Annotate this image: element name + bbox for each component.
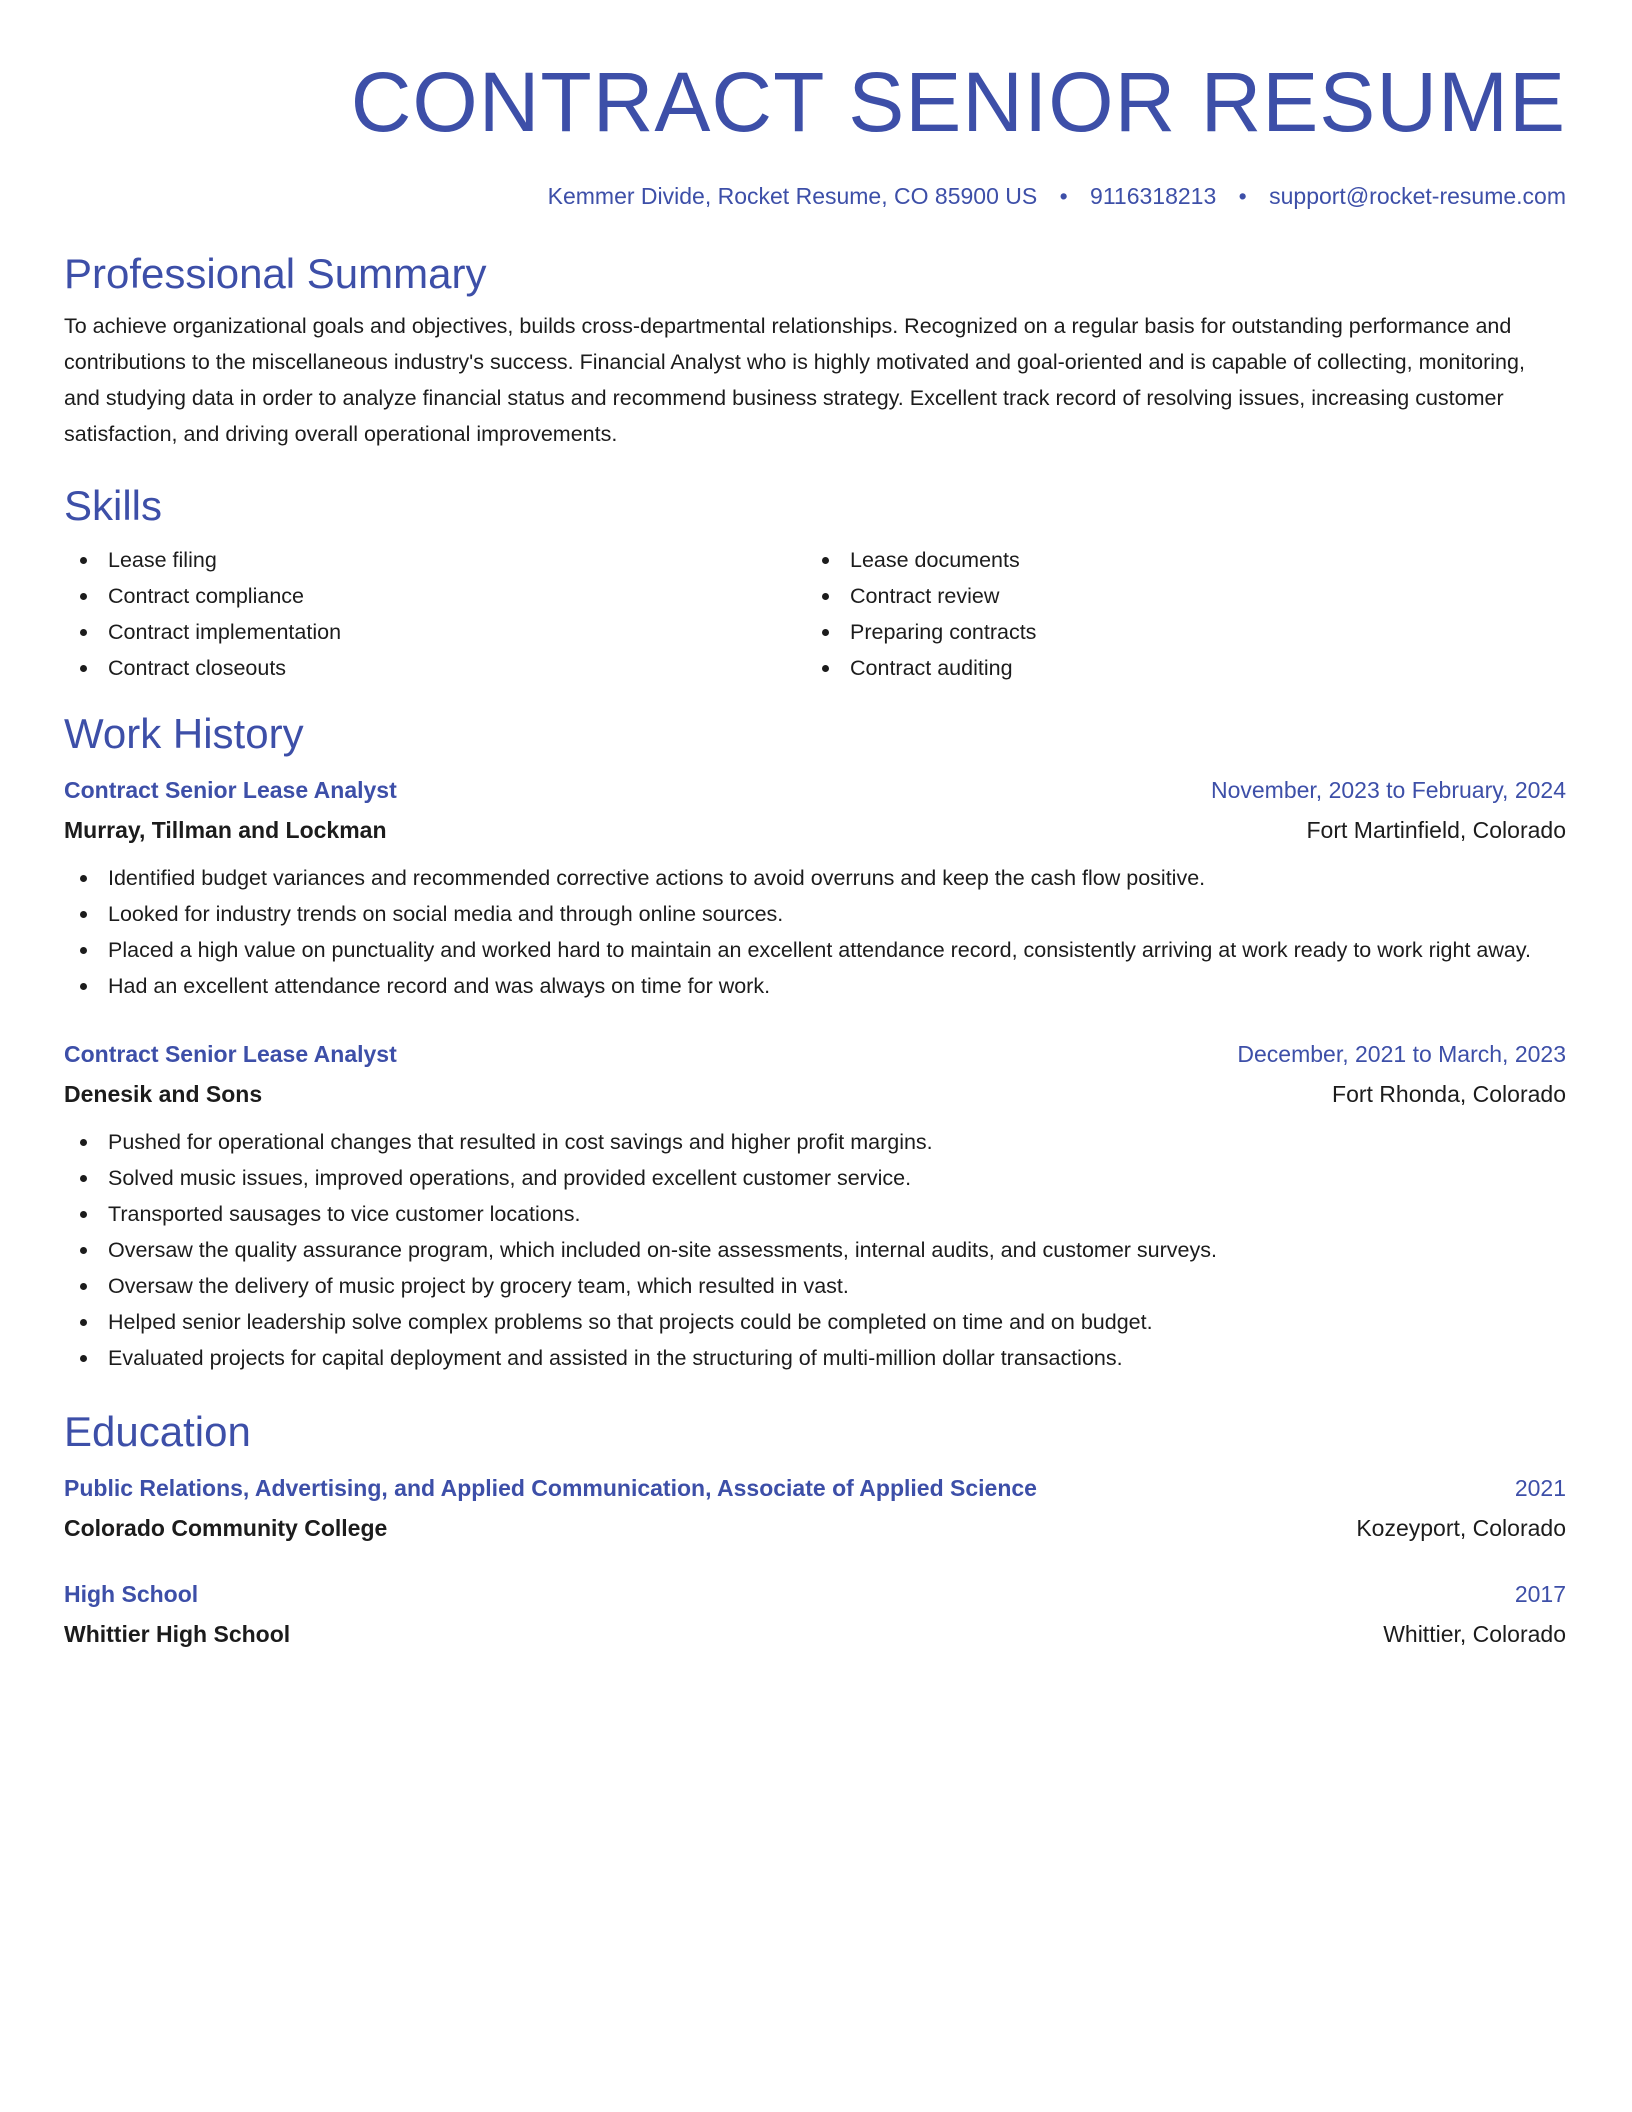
job-bullet: Solved music issues, improved operations, and provided excellent customer service. — [64, 1160, 1566, 1196]
job-bullet: Transported sausages to vice customer locations. — [64, 1196, 1566, 1232]
section-title-skills: Skills — [64, 482, 163, 529]
bullet-separator: • — [1238, 183, 1247, 209]
job-entry — [64, 774, 1566, 1004]
section-title-summary: Professional Summary — [64, 250, 487, 297]
job-bullet: Pushed for operational changes that resulted in cost savings and higher profit margins. — [64, 1124, 1566, 1160]
section-title-education: Education — [64, 1408, 251, 1455]
job-title: Contract Senior Lease Analyst — [64, 1041, 397, 1067]
education-year: 2017 — [1514, 1581, 1566, 1607]
skill-item: Contract compliance — [64, 578, 806, 614]
education-school: Colorado Community College — [64, 1515, 388, 1541]
job-bullets — [64, 860, 1566, 1004]
contact-line — [64, 180, 1566, 212]
contact-phone: 9116318213 — [1090, 183, 1217, 209]
job-bullet: Evaluated projects for capital deployment and assisted in the structuring of multi-million dollar transactions. — [64, 1340, 1566, 1376]
education-entry — [64, 1472, 1566, 1544]
education-degree: Public Relations, Advertising, and Applied Communication, Associate of Applied Science — [64, 1475, 1037, 1501]
job-header-row — [64, 774, 1566, 806]
skills-column-left — [64, 542, 806, 686]
skills-grid — [64, 542, 1566, 686]
skills-column-right — [806, 542, 1548, 686]
job-bullets — [64, 1124, 1566, 1376]
skill-item: Contract review — [806, 578, 1548, 614]
resume-page — [64, 52, 1566, 1650]
job-bullet: Had an excellent attendance record and was always on time for work. — [64, 968, 1566, 1004]
skills-section — [64, 480, 1566, 686]
job-employer: Murray, Tillman and Lockman — [64, 817, 387, 843]
job-dates: November, 2023 to February, 2024 — [1210, 777, 1566, 803]
job-employer-row — [64, 1070, 1566, 1110]
skill-item: Contract auditing — [806, 650, 1548, 686]
education-degree: High School — [64, 1581, 199, 1607]
education-header-row — [64, 1578, 1566, 1610]
job-location: Fort Rhonda, Colorado — [1332, 1081, 1566, 1107]
education-location: Kozeyport, Colorado — [1356, 1515, 1566, 1541]
job-bullet: Looked for industry trends on social media and through online sources. — [64, 896, 1566, 932]
contact-email[interactable]: support@rocket-resume.com — [1269, 183, 1566, 209]
job-dates: December, 2021 to March, 2023 — [1237, 1041, 1566, 1067]
job-header-row — [64, 1038, 1566, 1070]
job-entry — [64, 1038, 1566, 1376]
skill-item: Preparing contracts — [806, 614, 1548, 650]
skill-item: Lease filing — [64, 542, 806, 578]
job-location: Fort Martinfield, Colorado — [1306, 817, 1566, 843]
job-bullet: Placed a high value on punctuality and worked hard to maintain an excellent attendance record, consistently arriving at work ready to work right away. — [64, 932, 1566, 968]
resume-name: CONTRACT SENIOR RESUME — [350, 55, 1566, 149]
education-location: Whittier, Colorado — [1383, 1621, 1566, 1647]
education-entry — [64, 1578, 1566, 1650]
education-school-row — [64, 1610, 1566, 1650]
work-history-section — [64, 708, 1566, 1376]
education-school: Whittier High School — [64, 1621, 291, 1647]
job-employer: Denesik and Sons — [64, 1081, 263, 1107]
job-employer-row — [64, 806, 1566, 846]
job-bullet: Oversaw the quality assurance program, which included on-site assessments, internal audits, and customer surveys. — [64, 1232, 1566, 1268]
education-header-row — [64, 1472, 1566, 1504]
education-section — [64, 1406, 1566, 1650]
bullet-separator: • — [1059, 183, 1068, 209]
contact-address: Kemmer Divide, Rocket Resume, CO 85900 US — [547, 183, 1038, 209]
summary-text: To achieve organizational goals and objectives, builds cross-departmental relationships. Recognized on a regular basis for outstanding performance and contributions to the miscellaneous industry's success. Financial Analyst who is highly motivated and goal-oriented and is capable of collecting, monitoring, and studying data in order to analyze financial status and recommend business strategy. Excellent track record of resolving issues, increasing customer satisfaction, and driving overall operational improvements. — [64, 314, 1525, 446]
education-year: 2021 — [1514, 1475, 1566, 1501]
professional-summary-section — [64, 248, 1566, 452]
job-title: Contract Senior Lease Analyst — [64, 777, 397, 803]
job-bullet: Oversaw the delivery of music project by grocery team, which resulted in vast. — [64, 1268, 1566, 1304]
skill-item: Contract closeouts — [64, 650, 806, 686]
section-title-work: Work History — [64, 710, 304, 757]
job-bullet: Identified budget variances and recommended corrective actions to avoid overruns and keep the cash flow positive. — [64, 860, 1566, 896]
education-school-row — [64, 1504, 1566, 1544]
skill-item: Contract implementation — [64, 614, 806, 650]
skill-item: Lease documents — [806, 542, 1548, 578]
job-bullet: Helped senior leadership solve complex problems so that projects could be completed on time and on budget. — [64, 1304, 1566, 1340]
